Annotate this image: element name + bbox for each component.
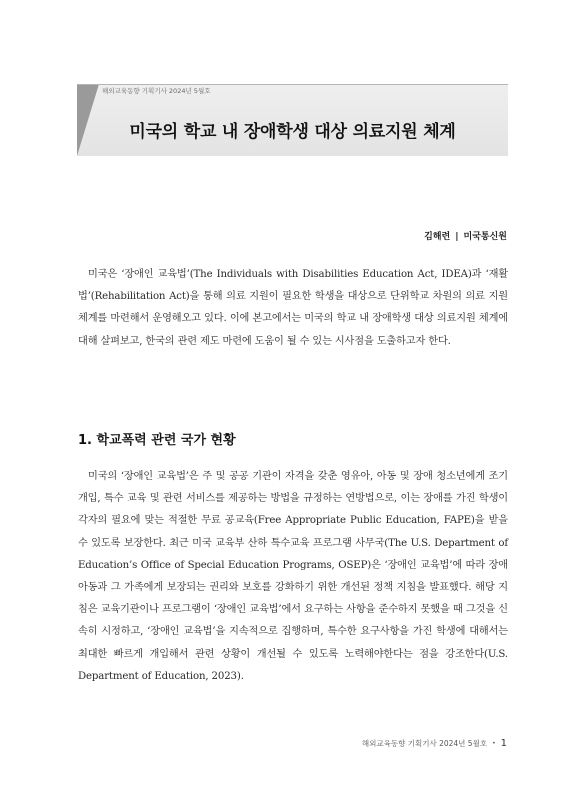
page-footer [362, 738, 507, 749]
article-title: 미국의 학교 내 장애학생 대상 의료지원 체계 [129, 122, 456, 142]
author-affiliation: 미국통신원 [463, 232, 507, 242]
footer-label: 해외교육동향 기획기사 2024년 5월호 [361, 739, 488, 748]
section-heading: 1. 학교폭력 관련 국가 현황 [78, 433, 236, 448]
author-byline [424, 229, 507, 242]
running-head: 해외교육동향 기획기사 2024년 5월호 [102, 87, 211, 95]
footer-dot: • [492, 740, 496, 747]
author-name: 김해련 [424, 232, 451, 242]
page-number: 1 [500, 738, 507, 749]
header-top-rule [77, 84, 508, 85]
section-paragraph: 미국의 ‘장애인 교육법’은 주 및 공공 기관이 자격을 갖춘 영유아, 아동 및 장애 청소년에게 조기 개입, 특수 교육 및 관련 서비스를 제공하는 방법을 규정하는 연방법으로, 이는 장애를 가진 학생이 각자의 필요에 맞는 적절한 무료 공교육(Free Appropriate Public Education, FAPE)을 받을 수 있도록 보장한다. 최근 미국 교육부 산하 특수교육 프로그램 사무국(The U.S. Department of Education’s Office of Special Education Programs, OSEP)은 ‘장애인 교육법’에 따라 장애 아동과 그 가족에게 보장되는 권리와 보호를 강화하기 위한 개선된 정책 지침을 발표했다. 해당 지침은 교육기관이나 프로그램이 ‘장애인 교육법’에서 요구하는 사항을 준수하지 못했을 때 그것을 신속히 시정하고, ‘장애인 교육법’을 지속적으로 집행하며, 특수한 요구사항을 가진 학생에 대해서는 최대한 빠르게 개입해서 관련 상황이 개선될 수 있도록 노력해야한다는 점을 강조한다(U.S. Department of Education, 2023). [78, 471, 508, 682]
intro-paragraph: 미국은 ‘장애인 교육법’(The Individuals with Disabilities Education Act, IDEA)과 ‘재활법’(Rehabilitation Act)을 통해 의료 지원이 필요한 학생을 대상으로 단위학교 차원의 의료 지원 체계를 마련해서 운영해오고 있다. 이에 본고에서는 미국의 학교 내 장애학생 대상 의료지원 체계에 대해 살펴보고, 한국의 관련 제도 마련에 도움이 될 수 있는 시사점을 도출하고자 한다. [78, 269, 508, 347]
byline-separator: | [455, 232, 459, 242]
